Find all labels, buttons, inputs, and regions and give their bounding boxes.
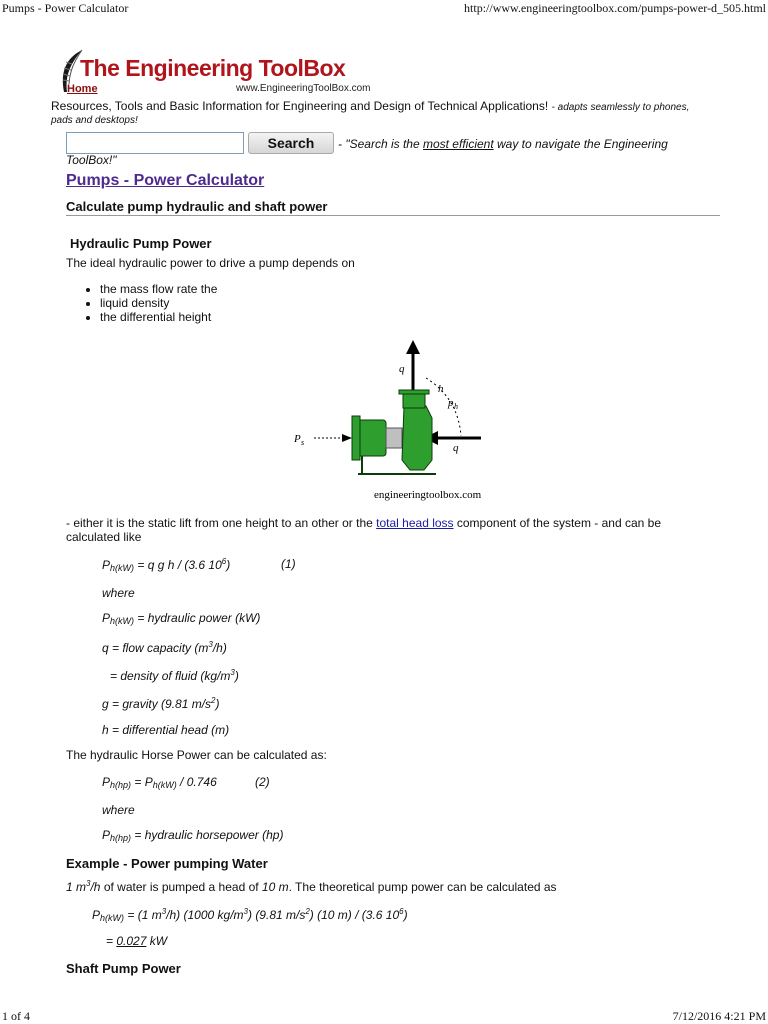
tagline-main: Resources, Tools and Basic Information for Engineering and Design of Technical Applications! [51, 99, 549, 113]
discharge-arrow-head [406, 340, 420, 354]
example-t5: . The theoretical pump power can be calculated as [288, 880, 557, 894]
calc-p: P [92, 908, 101, 922]
power-in-arrow-head [342, 434, 352, 442]
static-lift-line2: calculated like [66, 530, 142, 544]
print-footer-datetime: 7/12/2016 4:21 PM [672, 1009, 766, 1023]
def-h: h = differential head (m) [102, 723, 230, 737]
def-q-sup: 3 [208, 640, 213, 649]
figure-label-ps-sub: s [301, 438, 305, 447]
eq2-rest: / 0.746 [176, 775, 217, 789]
def-hp [102, 828, 283, 843]
eq1-p: P [102, 558, 111, 572]
search-input[interactable] [66, 132, 244, 154]
figure-label-h-sub: h [454, 402, 458, 411]
list-item: • the mass flow rate the [100, 282, 217, 296]
pump-body [352, 390, 436, 474]
def-g-b: ) [215, 697, 220, 711]
where-2: where [102, 803, 135, 817]
static-after: component of the system - and can be [453, 516, 661, 530]
example-t1: 1 m [66, 880, 87, 894]
figure-label-p: p [448, 397, 454, 409]
pump-figure [286, 336, 506, 506]
hp-intro: The hydraulic Horse Power can be calculated as: [66, 748, 327, 762]
print-header-title: Pumps - Power Calculator [2, 1, 129, 15]
figure-label-ps: P [294, 433, 301, 445]
result-value: 0.027 [116, 934, 147, 948]
def-g [102, 696, 220, 711]
def-hp-desc: = hydraulic horsepower (hp) [131, 828, 284, 842]
def-g-a: g = gravity (9.81 m/s [102, 697, 212, 711]
eq1-number: (1) [281, 557, 296, 571]
page-subtitle: Calculate pump hydraulic and shaft power [66, 199, 328, 214]
eq1-rhs-b: ) [226, 558, 231, 572]
calc-sup3: 2 [305, 907, 310, 916]
def-hp-sub: h(hp) [110, 833, 132, 843]
calc-sup2: 3 [243, 907, 248, 916]
calc-sub: h(kW) [100, 913, 125, 923]
example-t4: 10 m [261, 880, 289, 894]
def-hp-p: P [102, 828, 111, 842]
hydraulic-intro: The ideal hydraulic power to drive a pump depends on [66, 256, 355, 270]
where-1: where [102, 586, 135, 600]
eq1-sup: 6 [221, 557, 227, 566]
calc-d: ) (10 m) / (3.6 10 [309, 908, 400, 922]
pump-diagram [286, 336, 506, 506]
example-result [106, 934, 167, 948]
result-unit: kW [146, 934, 168, 948]
logo-url: www.EngineeringToolBox.com [236, 83, 371, 94]
calc-c: ) (9.81 m/s [247, 908, 306, 922]
search-note-prefix: - "Search is the [338, 137, 423, 151]
example-calc [92, 907, 408, 923]
def-g-sup: 2 [211, 696, 216, 705]
calc-b: /h) (1000 kg/m [166, 908, 244, 922]
def-ph-desc: = hydraulic power (kW) [134, 611, 261, 625]
example-t1-sup: 3 [86, 879, 91, 888]
eq1-rhs-a: = q g h / (3.6 10 [134, 558, 222, 572]
def-q [102, 640, 227, 655]
eq2-number: (2) [255, 775, 270, 789]
shaft-heading: Shaft Pump Power [66, 961, 181, 976]
def-rho [110, 668, 239, 683]
search-note-underlined: most efficient [422, 137, 494, 151]
eq2-p-sub: h(hp) [110, 780, 132, 790]
figure-label-q-top: q [399, 363, 405, 375]
title-divider [66, 215, 720, 216]
example-t3: of water is pumped a head of [100, 880, 262, 894]
example-heading: Example - Power pumping Water [66, 856, 268, 871]
page-title[interactable]: Pumps - Power Calculator [66, 172, 265, 189]
calc-sup1: 3 [161, 907, 167, 916]
def-ph [102, 611, 260, 626]
tagline [51, 99, 689, 113]
eq1-p-sub: h(kW) [110, 563, 135, 573]
def-ph-sub: h(kW) [110, 616, 135, 626]
list-item: • liquid density [100, 296, 217, 310]
equation-2 [102, 775, 217, 790]
search-note-line2: ToolBox!" [66, 153, 117, 167]
def-q-b: /h) [212, 641, 227, 655]
print-footer-page: 1 of 4 [2, 1009, 30, 1023]
def-rho-b: ) [234, 669, 239, 683]
eq2-p2-sub: h(kW) [152, 780, 177, 790]
result-eq: = [106, 934, 117, 948]
eq2-eq: = P [131, 775, 153, 789]
calc-sup4: 6 [399, 907, 404, 916]
static-before: - either it is the static lift from one height to an other or the [66, 516, 377, 530]
tagline-small-2: pads and desktops! [51, 115, 138, 126]
search-note [338, 136, 668, 152]
hydraulic-heading: Hydraulic Pump Power [70, 236, 212, 251]
search-button[interactable]: Search [248, 132, 334, 154]
def-ph-p: P [102, 611, 111, 625]
eq2-p: P [102, 775, 111, 789]
example-t2: /h [90, 880, 101, 894]
example-text [66, 879, 557, 894]
list-item: • the differential height [100, 310, 217, 324]
calc-e: ) [403, 908, 408, 922]
logo-title[interactable]: The Engineering ToolBox [80, 55, 346, 81]
static-lift-text [66, 516, 661, 530]
def-rho-a: = density of fluid (kg/m [110, 669, 231, 683]
print-header-url: http://www.engineeringtoolbox.com/pumps-power-d_505.html [464, 1, 766, 15]
total-head-loss-link[interactable]: total head loss [376, 516, 454, 530]
def-q-a: q = flow capacity (m [102, 641, 209, 655]
calc-a: = (1 m [124, 908, 162, 922]
home-link[interactable]: Home [67, 83, 98, 95]
equation-1 [102, 557, 230, 573]
tagline-small-1: - adapts seamlessly to phones, [551, 102, 690, 113]
def-rho-sup: 3 [230, 668, 235, 677]
figure-label-q-right: q [453, 442, 459, 454]
figure-label-h: h [438, 383, 444, 395]
hydraulic-bullets [66, 282, 217, 324]
search-note-suffix: way to navigate the Engineering [493, 137, 668, 151]
figure-caption: engineeringtoolbox.com [374, 489, 482, 501]
